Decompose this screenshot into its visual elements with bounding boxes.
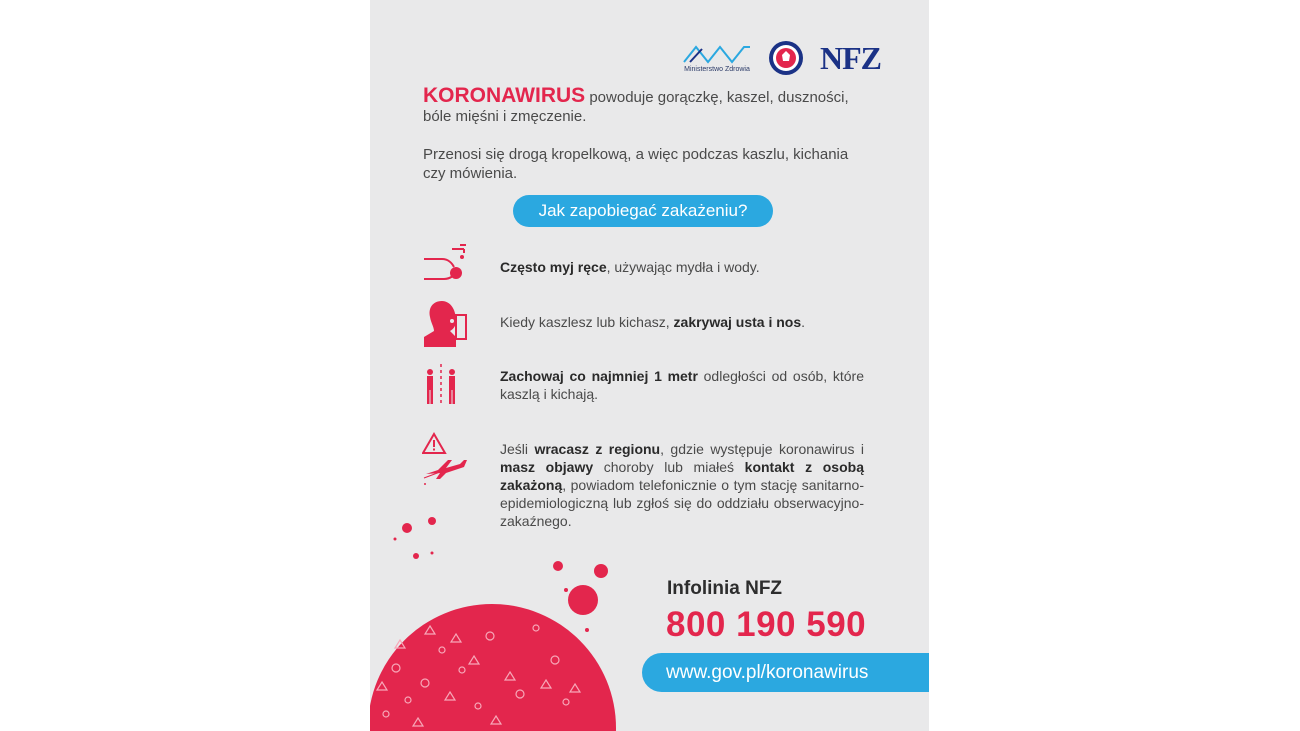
- website-link[interactable]: www.gov.pl/koronawirus: [642, 653, 929, 692]
- travel-warning-icon: [422, 432, 472, 486]
- distance-icon: [422, 362, 462, 408]
- tip-handwash: Często myj ręce, używając mydła i wody.: [500, 259, 760, 275]
- hotline-number[interactable]: 800 190 590: [666, 605, 867, 644]
- cough-cover-icon: [422, 297, 472, 347]
- tip-cover-mouth: Kiedy kaszlesz lub kichasz, zakrywaj usta i nos.: [500, 314, 806, 330]
- ministry-wave-icon: [682, 43, 752, 65]
- ministry-logo: [682, 43, 752, 73]
- prevention-title-pill: Jak zapobiegać zakażeniu?: [513, 195, 773, 227]
- hotline-label: Infolinia NFZ: [667, 578, 783, 599]
- logos-bar: [682, 38, 881, 78]
- intro-text: [423, 86, 873, 183]
- headline-keyword: KORONAWIRUS: [423, 84, 586, 107]
- sanepid-emblem-icon: [768, 40, 804, 76]
- handwash-icon: [422, 243, 472, 287]
- tip-travel-symptoms: Jeśli wracasz z regionu, gdzie występuje koronawirus i masz objawy choroby lub miałeś kontakt z osobą zakażoną, powiadom telefonicznie o tym stację sanitarno-epidemiologiczną lub zgłoś się do oddziału obserwacyjno-zakaźnego.: [500, 441, 865, 529]
- ministry-caption: Ministerstwo Zdrowia: [684, 66, 750, 73]
- tip-keep-distance: Zachowaj co najmniej 1 metr odległości od osób, które kaszlą i kichają.: [500, 368, 864, 402]
- transmission-text: Przenosi się drogą kropelkową, a więc podczas kaszlu, kichania czy mówienia.: [423, 146, 849, 182]
- info-poster: [370, 0, 929, 731]
- symptoms-text: powoduje gorączkę, kaszel, duszności, bóle mięśni i zmęczenie.: [423, 89, 849, 125]
- nfz-logo: NFZ: [820, 39, 881, 76]
